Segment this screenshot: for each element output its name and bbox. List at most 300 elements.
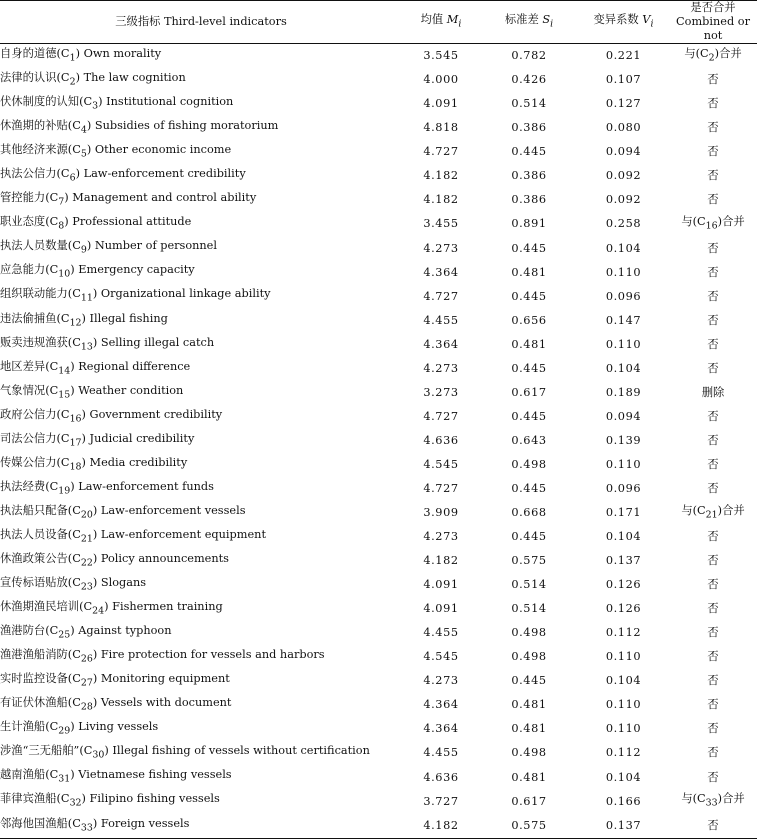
cv-cell: 0.166 <box>605 794 642 808</box>
sd-cell: 0.514 <box>511 578 547 592</box>
indicator-name-zh: 其他经济来源 <box>0 143 68 157</box>
mean-cell: 3.909 <box>423 506 459 520</box>
indicator-code-subscript: 25 <box>58 629 71 641</box>
indicator-cell: 自身的道德$(C_1)$ Own morality <box>0 47 162 64</box>
mean-cell: 4.727 <box>423 145 459 159</box>
table-row <box>0 789 757 813</box>
indicator-name-zh: 法律的认识 <box>0 71 57 85</box>
indicator-name-zh: 休渔期的补贴 <box>0 119 68 133</box>
cv-cell: 0.147 <box>605 313 642 327</box>
cv-cell: 0.104 <box>605 361 642 375</box>
indicator-name-en: Professional attitude <box>72 215 192 229</box>
indicator-name-zh: 自身的道德 <box>0 47 57 60</box>
cv-cell: 0.137 <box>605 554 642 568</box>
indicator-name-zh: 政府公信力 <box>0 407 57 421</box>
indicator-name-en: Other economic income <box>94 143 232 157</box>
indicator-cell: 执法公信力$(C_6)$ Law-enforcement credibility <box>0 167 246 184</box>
header-sd-label: 标准差 <box>504 12 539 26</box>
table-row <box>0 333 757 357</box>
mean-cell: 4.364 <box>423 265 459 279</box>
mean-cell: 3.455 <box>423 217 459 231</box>
combined-value: 否 <box>707 265 719 279</box>
indicator-cell: 有证伏休渔船$(C_{28})$ Vessels with document <box>0 696 232 713</box>
sd-cell: 0.643 <box>511 433 547 447</box>
indicator-name-zh: 执法人员数量 <box>0 239 68 253</box>
indicator-code-subscript: 8 <box>58 220 65 232</box>
table-row <box>0 573 757 597</box>
indicator-name-en: Law-enforcement vessels <box>100 503 246 517</box>
cv-cell: 0.110 <box>605 650 642 664</box>
mean-cell: 4.273 <box>423 530 459 544</box>
sd-cell: 0.617 <box>511 794 547 808</box>
header-indicator: 三级指标 Third-level indicators <box>0 1 402 44</box>
mean-cell: 4.273 <box>423 674 459 688</box>
indicator-name-en: Judicial credibility <box>89 431 195 445</box>
mean-cell: 4.091 <box>423 97 459 111</box>
sd-cell: 0.445 <box>511 481 547 495</box>
combined-value: 否 <box>707 169 719 183</box>
mean-cell: 4.727 <box>423 481 459 495</box>
indicator-name-zh: 休渔期渔民培训 <box>0 600 80 614</box>
indicator-code-subscript: 20 <box>80 509 93 521</box>
indicator-name-zh: 休渔政策公告 <box>0 551 68 565</box>
indicator-name-en: Media credibility <box>89 455 188 469</box>
combined-value: 否 <box>707 193 719 207</box>
indicator-cell: 违法偷捕鱼$(C_{12})$ Illegal fishing <box>0 311 168 328</box>
indicator-name-zh: 邻海他国渔船 <box>0 816 68 830</box>
mean-cell: 4.455 <box>423 313 459 327</box>
combined-value: 否 <box>707 97 719 111</box>
combined-cell <box>669 549 757 573</box>
indicator-name-zh: 地区差异 <box>0 359 46 373</box>
table-row <box>0 477 757 501</box>
mean-cell: 4.091 <box>423 602 459 616</box>
indicator-code-subscript: 24 <box>92 605 105 617</box>
cv-cell: 0.110 <box>605 337 642 351</box>
combined-subscript: 21 <box>705 509 718 521</box>
cv-cell: 0.126 <box>605 578 642 592</box>
indicator-name-en: Slogans <box>100 576 147 590</box>
combined-value: 否 <box>707 145 719 159</box>
sd-cell: 0.498 <box>511 457 547 471</box>
combined-cell <box>669 309 757 333</box>
indicator-name-zh: 传媒公信力 <box>0 455 57 469</box>
indicator-cell: 职业态度$(C_8)$ Professional attitude <box>0 215 192 232</box>
indicator-name-en: Organizational linkage ability <box>100 287 271 301</box>
combined-cell <box>669 453 757 477</box>
table-row <box>0 140 757 164</box>
indicator-code-subscript: 12 <box>69 316 82 328</box>
indicator-cell: 涉渔“三无船舶$”(C_{30})$ Illegal fishing of vessels without certification <box>0 744 370 761</box>
table-row <box>0 188 757 212</box>
indicator-cell: 政府公信力$(C_{16})$ Government credibility <box>0 407 223 424</box>
mean-cell: 4.364 <box>423 337 459 351</box>
cv-cell: 0.189 <box>605 385 642 399</box>
combined-value: 删除 <box>701 385 725 399</box>
combined-value: 否 <box>707 818 719 832</box>
indicator-name-zh: 越南渔船 <box>0 768 46 782</box>
indicator-cell: 执法经费$(C_{19})$ Law-enforcement funds <box>0 479 214 497</box>
table-row <box>0 501 757 525</box>
combined-value: 否 <box>707 578 719 592</box>
cv-cell: 0.139 <box>605 433 642 447</box>
sd-cell: 0.514 <box>511 602 547 616</box>
indicator-name-zh: 贩卖违规渔获 <box>0 335 68 349</box>
header-sd <box>480 1 578 44</box>
combined-cell <box>669 164 757 188</box>
indicator-name-en: Law-enforcement equipment <box>100 527 266 541</box>
table-body <box>0 44 757 839</box>
cv-cell: 0.104 <box>605 530 642 544</box>
mean-cell: 4.636 <box>423 433 459 447</box>
indicator-code-subscript: 16 <box>69 412 82 424</box>
cv-cell: 0.104 <box>605 770 642 784</box>
mean-cell: 4.727 <box>423 409 459 423</box>
indicator-name-en: Living vessels <box>78 720 159 734</box>
table-row <box>0 44 757 69</box>
mean-cell: 4.364 <box>423 722 459 736</box>
combined-value: 否 <box>707 313 719 327</box>
header-sd-subscript: i <box>550 18 554 30</box>
cv-cell: 0.096 <box>605 481 642 495</box>
combined-value: 否 <box>707 73 719 87</box>
table-row <box>0 453 757 477</box>
sd-cell: 0.445 <box>511 674 547 688</box>
indicator-cell: 气象情况$(C_{15})$ Weather condition <box>0 383 184 400</box>
table-row <box>0 621 757 645</box>
combined-value: 否 <box>707 433 719 447</box>
header-combined-zh: 是否合并 <box>690 1 736 14</box>
combined-value: 否 <box>707 746 719 760</box>
combined-cell <box>669 765 757 789</box>
sd-cell: 0.445 <box>511 530 547 544</box>
mean-cell: 3.545 <box>423 49 459 63</box>
mean-cell: 4.000 <box>423 73 459 87</box>
combined-cell <box>669 381 757 405</box>
cv-cell: 0.107 <box>605 73 642 87</box>
combined-prefix: 与(C <box>684 47 709 60</box>
header-mean <box>402 1 480 44</box>
indicator-cell: 地区差异$(C_{14})$ Regional difference <box>0 359 191 376</box>
header-combined-en: Combined or not <box>676 15 750 42</box>
sd-cell: 0.426 <box>511 73 547 87</box>
indicator-code-subscript: 19 <box>58 485 71 497</box>
indicator-cell: 传媒公信力$(C_{18})$ Media credibility <box>0 455 188 473</box>
combined-prefix: 与(C <box>681 792 706 806</box>
sd-cell: 0.498 <box>511 746 547 760</box>
combined-subscript: 16 <box>705 220 718 232</box>
header-cv <box>578 1 669 44</box>
cv-cell: 0.110 <box>605 698 642 712</box>
indicator-cell: 法律的认识$(C_2)$ The law cognition <box>0 71 186 88</box>
table-row <box>0 597 757 621</box>
table-row <box>0 549 757 573</box>
combined-cell <box>669 525 757 549</box>
combined-value: 否 <box>707 289 719 303</box>
indicator-code-subscript: 7 <box>58 196 65 208</box>
table-row <box>0 68 757 92</box>
indicator-name-zh: 伏休制度的认知 <box>0 95 80 109</box>
cv-cell: 0.127 <box>605 97 642 111</box>
combined-suffix: )合并 <box>714 47 742 60</box>
indicator-cell: 越南渔船$(C_{31})$ Vietnamese fishing vessels <box>0 768 232 785</box>
header-mean-label: 均值 <box>420 12 444 26</box>
indicator-name-en: Fishermen training <box>112 600 223 614</box>
combined-value: 否 <box>707 530 719 544</box>
combined-subscript: 2 <box>708 52 715 64</box>
mean-cell: 4.455 <box>423 746 459 760</box>
indicator-cell: 邻海他国渔船$(C_{33})$ Foreign vessels <box>0 814 402 839</box>
sd-cell: 0.514 <box>511 97 547 111</box>
indicator-name-zh: 渔港防台 <box>0 624 46 638</box>
mean-cell: 4.636 <box>423 770 459 784</box>
indicator-cell: 渔港渔船消防$(C_{26})$ Fire protection for vessels and harbors <box>0 648 325 665</box>
indicator-code-subscript: 26 <box>80 653 93 665</box>
indicator-name-en: The law cognition <box>83 71 186 85</box>
mean-cell: 4.182 <box>402 814 480 839</box>
indicator-name-en: Number of personnel <box>94 239 217 253</box>
sd-cell: 0.481 <box>511 722 547 736</box>
combined-value: 否 <box>707 361 719 375</box>
indicator-code-subscript: 22 <box>80 557 93 569</box>
table-row <box>0 309 757 333</box>
combined-prefix: 与(C <box>681 215 706 229</box>
combined-cell <box>669 645 757 669</box>
header-row <box>0 1 757 44</box>
indicator-code-subscript: 15 <box>58 388 71 400</box>
combined-value: 否 <box>707 241 719 255</box>
indicator-code-subscript: 17 <box>69 437 82 448</box>
header-combined <box>669 1 757 44</box>
sd-cell: 0.668 <box>511 506 547 520</box>
combined-value: 否 <box>707 554 719 568</box>
indicator-cell: 其他经济来源$(C_5)$ Other economic income <box>0 143 232 160</box>
indicator-name-zh: 气象情况 <box>0 383 46 397</box>
combined-cell <box>669 573 757 597</box>
indicator-name-zh: 职业态度 <box>0 215 46 229</box>
combined-value: 否 <box>707 481 719 495</box>
indicator-name-en: Illegal fishing of vessels without certification <box>112 744 370 758</box>
combined-cell <box>669 597 757 621</box>
table-row <box>0 741 757 765</box>
sd-cell: 0.445 <box>511 409 547 423</box>
table-header <box>0 1 757 44</box>
combined-cell <box>669 669 757 693</box>
indicator-name-zh: 应急能力 <box>0 263 46 277</box>
indicator-cell: 休渔期渔民培训$(C_{24})$ Fishermen training <box>0 600 223 617</box>
combined-cell <box>669 717 757 741</box>
indicator-name-zh: 涉渔“三无船舶” <box>0 744 80 758</box>
combined-cell <box>669 814 757 839</box>
combined-value: 否 <box>707 698 719 712</box>
indicator-name-en: Institutional cognition <box>106 95 234 109</box>
indicator-name-zh: 执法经费 <box>0 479 46 493</box>
table-row <box>0 116 757 140</box>
indicator-name-zh: 执法船只配备 <box>0 503 68 517</box>
indicator-code-subscript: 9 <box>80 244 87 256</box>
combined-cell <box>669 44 757 69</box>
combined-suffix: )合并 <box>717 215 745 229</box>
indicator-code-subscript: 28 <box>80 701 93 713</box>
indicator-name-en: Government credibility <box>89 407 223 421</box>
sd-cell: 0.891 <box>511 217 547 231</box>
combined-cell <box>669 284 757 308</box>
table-row <box>0 405 757 429</box>
indicator-name-en: Regional difference <box>78 359 191 373</box>
indicator-code-subscript: 6 <box>69 172 76 184</box>
indicator-name-zh: 生计渔船 <box>0 720 46 734</box>
combined-cell <box>669 333 757 357</box>
indicator-name-zh: 执法人员设备 <box>0 527 68 541</box>
indicator-name-en: Law-enforcement credibility <box>83 167 246 181</box>
mean-cell: 4.364 <box>423 698 459 712</box>
indicator-cell: 菲律宾渔船$(C_{32})$ Filipino fishing vessels <box>0 792 220 809</box>
combined-cell <box>669 405 757 429</box>
sd-cell: 0.445 <box>511 241 547 255</box>
indicator-name-zh: 执法公信力 <box>0 167 57 181</box>
sd-cell: 0.445 <box>511 145 547 159</box>
indicator-cell: 伏休制度的认知$(C_3)$ Institutional cognition <box>0 95 234 112</box>
indicator-code-subscript: 32 <box>69 797 82 809</box>
cv-cell: 0.137 <box>578 814 669 839</box>
table-row <box>0 814 757 839</box>
table-row <box>0 717 757 741</box>
sd-cell: 0.481 <box>511 770 547 784</box>
table-row <box>0 212 757 236</box>
combined-cell <box>669 116 757 140</box>
cv-cell: 0.104 <box>605 674 642 688</box>
combined-cell <box>669 621 757 645</box>
table-row <box>0 693 757 717</box>
combined-cell <box>669 236 757 260</box>
mean-cell: 4.273 <box>423 361 459 375</box>
indicator-code-subscript: 14 <box>58 364 71 376</box>
table-row <box>0 260 757 284</box>
sd-cell: 0.386 <box>511 121 547 135</box>
indicator-name-zh: 实时监控设备 <box>0 672 68 686</box>
combined-value: 否 <box>707 770 719 784</box>
mean-cell: 4.545 <box>423 650 459 664</box>
indicator-cell: 司法公信力$(C_{17})$ Judicial credibility <box>0 431 195 448</box>
combined-value: 否 <box>707 602 719 616</box>
combined-cell <box>669 92 757 116</box>
cv-cell: 0.110 <box>605 722 642 736</box>
mean-cell: 4.182 <box>423 554 459 568</box>
combined-cell <box>669 741 757 765</box>
sd-cell: 0.656 <box>511 313 547 327</box>
sd-cell: 0.445 <box>511 289 547 303</box>
indicator-code-subscript: 23 <box>80 581 93 593</box>
indicator-code-subscript: 18 <box>69 461 82 473</box>
indicator-cell: 贩卖违规渔获$(C_{13})$ Selling illegal catch <box>0 335 215 352</box>
combined-value: 否 <box>707 457 719 471</box>
indicator-code-subscript: 4 <box>80 124 87 136</box>
indicator-cell: 执法人员数量$(C_9)$ Number of personnel <box>0 239 217 256</box>
sd-cell: 0.445 <box>511 361 547 375</box>
mean-cell: 4.182 <box>423 193 459 207</box>
combined-value: 否 <box>707 409 719 423</box>
combined-prefix: 与(C <box>681 503 706 517</box>
cv-cell: 0.112 <box>605 746 642 760</box>
indicator-code-subscript: 31 <box>58 773 71 785</box>
indicator-cell: 执法人员设备$(C_{21})$ Law-enforcement equipment <box>0 527 266 545</box>
sd-cell: 0.386 <box>511 169 547 183</box>
table-row <box>0 645 757 669</box>
mean-cell: 4.818 <box>423 121 459 135</box>
combined-cell <box>669 212 757 236</box>
combined-value: 否 <box>707 650 719 664</box>
cv-cell: 0.112 <box>605 626 642 640</box>
cv-cell: 0.110 <box>605 457 642 471</box>
cv-cell: 0.110 <box>605 265 642 279</box>
combined-cell <box>669 357 757 381</box>
cv-cell: 0.104 <box>605 241 642 255</box>
header-cv-label: 变异系数 <box>593 12 639 26</box>
cv-cell: 0.221 <box>605 49 642 63</box>
indicator-cell: 宣传标语贴放$(C_{23})$ Slogans <box>0 576 147 593</box>
combined-cell <box>669 140 757 164</box>
indicator-name-zh: 菲律宾渔船 <box>0 792 57 806</box>
indicator-cell: 实时监控设备$(C_{27})$ Monitoring equipment <box>0 672 230 689</box>
indicator-code-subscript: 33 <box>80 821 93 833</box>
header-mean-symbol: M <box>446 12 459 26</box>
indicator-cell: 组织联动能力$(C_{11})$ Organizational linkage ability <box>0 287 271 304</box>
combined-cell <box>669 789 757 813</box>
indicator-name-en: Policy announcements <box>100 551 229 565</box>
header-sd-symbol: S <box>542 12 551 26</box>
mean-cell: 4.182 <box>423 169 459 183</box>
indicator-code-subscript: 30 <box>92 749 105 761</box>
combined-value: 否 <box>707 722 719 736</box>
combined-cell <box>669 693 757 717</box>
indicator-cell: 执法船只配备$(C_{20})$ Law-enforcement vessels <box>0 503 246 521</box>
indicator-code-subscript: 13 <box>80 340 93 352</box>
indicator-cell: 生计渔船$(C_{29})$ Living vessels <box>0 720 159 737</box>
table-row <box>0 765 757 789</box>
header-cv-subscript: i <box>650 18 654 30</box>
indicator-name-en: Selling illegal catch <box>100 335 215 349</box>
indicator-name-en: Management and control ability <box>72 191 257 205</box>
cv-cell: 0.092 <box>605 193 642 207</box>
cv-cell: 0.126 <box>605 602 642 616</box>
mean-cell: 4.727 <box>423 289 459 303</box>
cv-cell: 0.080 <box>605 121 642 135</box>
indicator-code-subscript: 10 <box>58 268 71 280</box>
table-row <box>0 357 757 381</box>
indicator-name-en: Subsidies of fishing moratorium <box>94 119 279 133</box>
table-row <box>0 525 757 549</box>
combined-suffix: )合并 <box>717 792 745 806</box>
indicator-name-en: Weather condition <box>78 383 184 397</box>
indicator-code-subscript: 29 <box>58 725 71 737</box>
indicator-name-zh: 宣传标语贴放 <box>0 576 68 590</box>
indicator-cell: 休渔期的补贴$(C_4)$ Subsidies of fishing moratorium <box>0 119 279 136</box>
mean-cell: 4.545 <box>423 457 459 471</box>
indicator-code-subscript: 21 <box>80 533 93 545</box>
table-row <box>0 381 757 405</box>
indicator-code-subscript: 3 <box>92 100 99 112</box>
indicator-code-subscript: 2 <box>69 76 76 88</box>
indicator-name-zh: 司法公信力 <box>0 431 57 445</box>
combined-cell <box>669 429 757 453</box>
sd-cell: 0.575 <box>511 554 547 568</box>
sd-cell: 0.481 <box>511 698 547 712</box>
combined-value: 否 <box>707 674 719 688</box>
indicator-name-zh: 有证伏休渔船 <box>0 696 68 710</box>
sd-cell: 0.782 <box>511 49 547 63</box>
indicator-cell: 管控能力$(C_7)$ Management and control ability <box>0 191 257 208</box>
combined-value: 否 <box>707 121 719 135</box>
